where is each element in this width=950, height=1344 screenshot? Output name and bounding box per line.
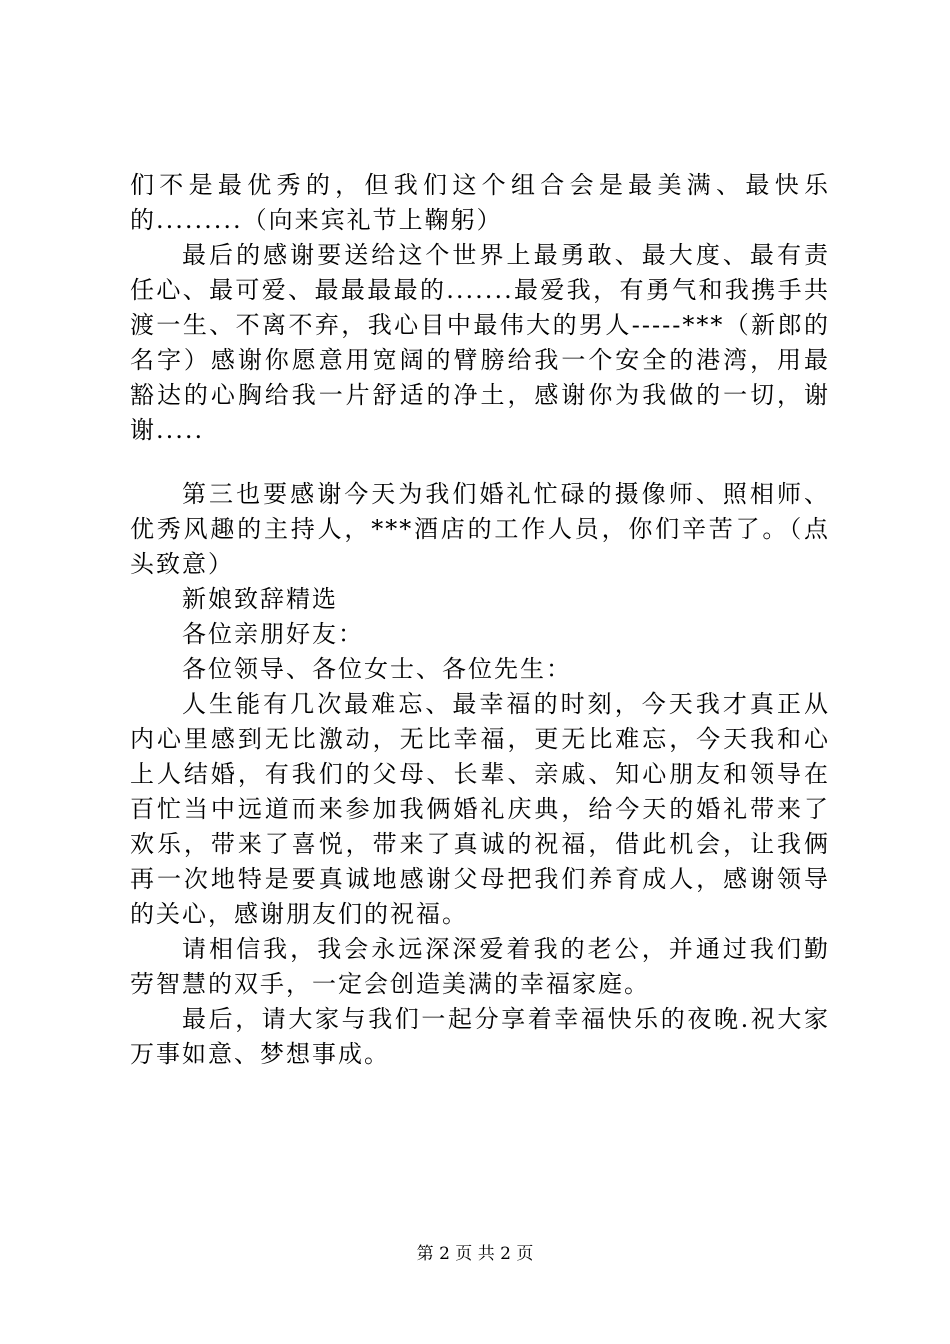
document-body bbox=[130, 168, 830, 1072]
paragraph-continuation: 们不是最优秀的，但我们这个组合会是最美满、最快乐的.........（向来宾礼节上鞠躬） bbox=[130, 171, 830, 234]
greeting-line: 各位亲朋好友： bbox=[182, 620, 364, 648]
page-footer: 第 2 页 共 2 页 bbox=[416, 1244, 534, 1264]
greeting-line: 各位领导、各位女士、各位先生： bbox=[182, 655, 572, 683]
paragraph-thanks-staff: 第三也要感谢今天为我们婚礼忙碌的摄像师、照相师、优秀风趣的主持人，***酒店的工作人员，你们辛苦了。（点头致意） bbox=[130, 480, 830, 578]
paragraph-promise: 请相信我，我会永远深深爱着我的老公，并通过我们勤劳智慧的双手，一定会创造美满的幸福家庭。 bbox=[130, 935, 830, 998]
paragraph-speech-body: 人生能有几次最难忘、最幸福的时刻，今天我才真正从内心里感到无比激动，无比幸福，更无比难忘，今天我和心上人结婚，有我们的父母、长辈、亲戚、知心朋友和领导在百忙当中远道而来参加我俩婚礼庆典，给今天的婚礼带来了欢乐，带来了喜悦，带来了真诚的祝福，借此机会，让我俩再一次地特是要真诚地感谢父母把我们养育成人，感谢领导的关心，感谢朋友们的祝福。 bbox=[130, 690, 830, 928]
paragraph-closing: 最后，请大家与我们一起分享着幸福快乐的夜晚.祝大家万事如意、梦想事成。 bbox=[130, 1005, 830, 1068]
section-heading: 新娘致辞精选 bbox=[182, 585, 338, 613]
paragraph-thanks-groom: 最后的感谢要送给这个世界上最勇敢、最大度、最有责任心、最可爱、最最最最的.......最爱我，有勇气和我携手共渡一生、不离不弃，我心目中最伟大的男人-----***（新郎的名字）感谢你愿意用宽阔的臂膀给我一个安全的港湾，用最豁达的心胸给我一片舒适的净土，感谢你为我做的一切，谢谢..... bbox=[130, 241, 830, 444]
